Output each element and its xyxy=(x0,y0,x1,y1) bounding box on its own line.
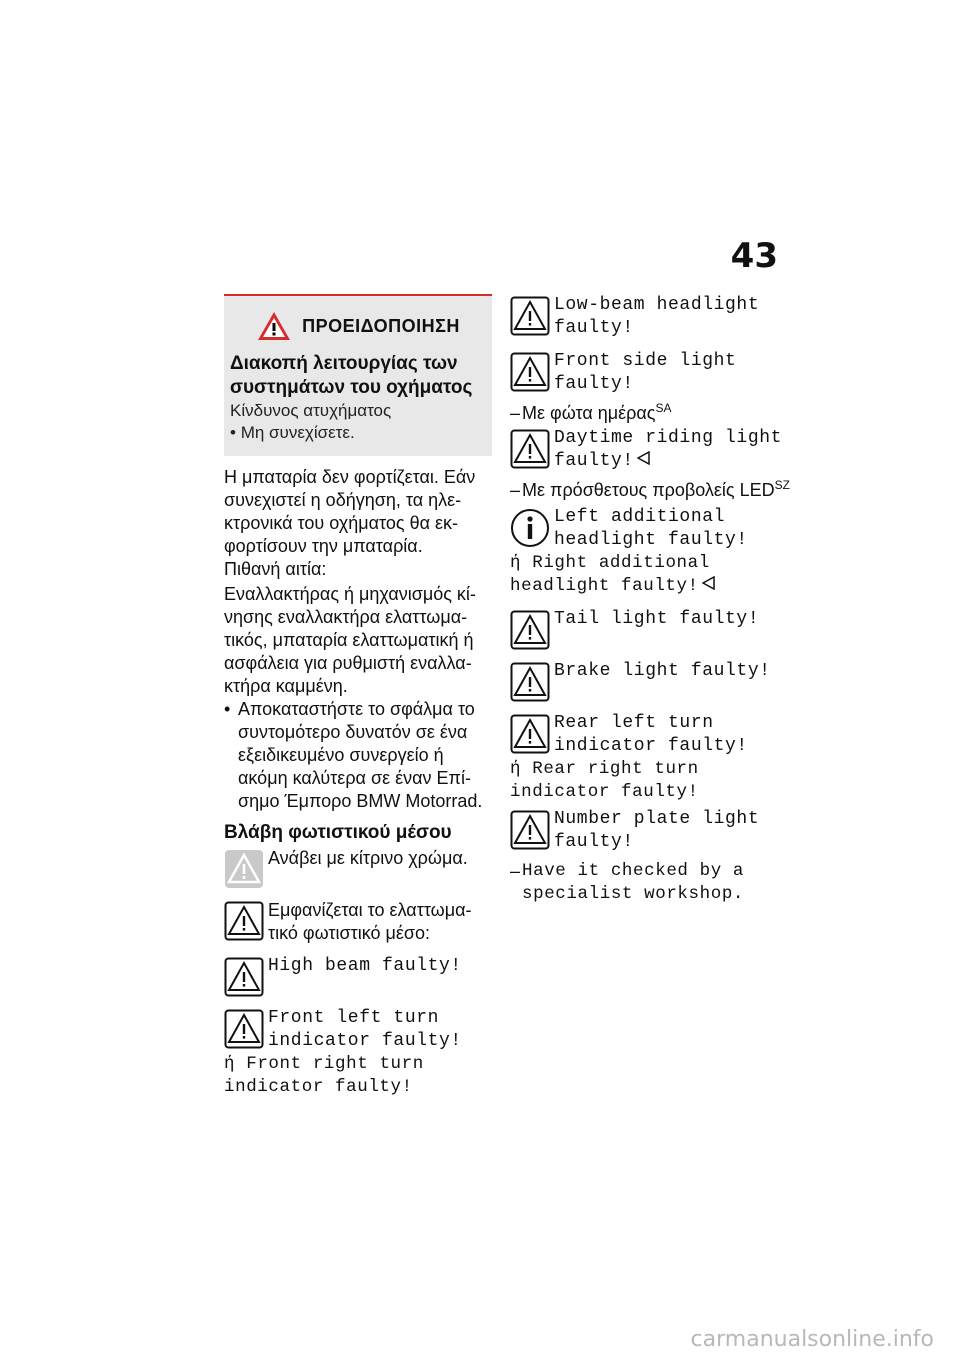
front-side-message: Front side light faulty! xyxy=(554,351,737,394)
right-column xyxy=(510,294,790,906)
rear-left-turn-message: Rear left turn indicator faulty! xyxy=(554,713,748,756)
tail-row xyxy=(510,608,790,650)
warning-action-text: Μη συνεχίσετε. xyxy=(240,423,355,442)
led-label-text: Με πρόσθετους προβολείς LED xyxy=(522,480,775,500)
or-word: ή xyxy=(510,553,522,573)
cause-label: Πιθανή αιτία: xyxy=(224,559,327,579)
action-text: Αποκαταστήστε το σφάλμα το συντομότερο δυνατόν σε ένα εξειδικευμένο συνεργείο ή ακόμη καλύτερα σε έναν Επίσημο Έμπορο BMW Motorrad. xyxy=(238,699,483,811)
or-word: ή xyxy=(510,759,522,779)
bullet-mark: • xyxy=(230,423,236,442)
warning-triangle-icon xyxy=(256,310,292,342)
check-text: Have it checked by a specialist workshop. xyxy=(522,861,745,904)
right-additional-line xyxy=(510,552,790,598)
warning-icon xyxy=(224,901,264,941)
warning-icon xyxy=(510,662,550,702)
daytime-row xyxy=(510,427,790,473)
warning-icon xyxy=(510,352,550,392)
intro-paragraph: Η μπαταρία δεν φορτίζεται. Εάν συνεχιστεί η οδήγηση, τα ηλεκτρονικά του οχήματος θα εκφορτίσουν την μπαταρία. xyxy=(224,467,476,556)
info-icon xyxy=(510,508,550,548)
low-beam-message: Low-beam headlight faulty! xyxy=(554,295,760,338)
tail-message: Tail light faulty! xyxy=(554,609,760,629)
front-right-turn-line xyxy=(224,1053,492,1099)
sa-superscript: SA xyxy=(655,401,672,415)
warning-icon xyxy=(510,810,550,850)
daytime-message-wrap xyxy=(554,427,790,473)
front-left-turn-row xyxy=(224,1007,492,1053)
daytime-label-text: Με φώτα ημέρας xyxy=(522,403,656,423)
appears-row xyxy=(224,899,492,945)
daytime-label xyxy=(522,402,672,425)
section-title: Βλάβη φωτιστικού μέσου xyxy=(224,822,452,843)
rear-left-turn-row xyxy=(510,712,790,758)
right-additional-message: Right additional headlight faulty! xyxy=(510,553,710,596)
rear-right-turn-message: Rear right turn indicator faulty! xyxy=(510,759,699,802)
dash-mark: – xyxy=(510,480,521,500)
brake-message: Brake light faulty! xyxy=(554,661,771,681)
warning-icon xyxy=(510,714,550,754)
high-beam-message: High beam faulty! xyxy=(268,956,462,976)
low-beam-row xyxy=(510,294,790,340)
high-beam-row xyxy=(224,955,492,997)
daytime-condition xyxy=(510,402,790,425)
end-triangle-icon xyxy=(702,576,715,590)
front-side-row xyxy=(510,350,790,396)
brake-row xyxy=(510,660,790,702)
warning-box xyxy=(224,294,492,456)
check-instruction xyxy=(510,860,790,906)
bullet-mark: • xyxy=(224,699,231,719)
sz-superscript: SZ xyxy=(774,478,790,492)
left-column xyxy=(224,294,492,1099)
or-word: ή xyxy=(224,1054,236,1074)
warning-icon xyxy=(510,296,550,336)
yellow-indicator-row xyxy=(224,847,492,889)
warning-heading: ΠΡΟΕΙΔΟΠΟΙΗΣΗ xyxy=(302,315,460,336)
appears-text: Εμφανίζεται το ελαττωματικό φωτιστικό μέσο: xyxy=(268,900,472,943)
warning-action xyxy=(230,422,486,444)
front-left-turn-message: Front left turn indicator faulty! xyxy=(268,1008,462,1051)
left-additional-row xyxy=(510,506,790,552)
dash-mark: – xyxy=(510,403,521,423)
cause-text: Εναλλακτήρας ή μηχανισμός κίνησης εναλλακτήρα ελαττωματικός, μπαταρία ελαττωματική ή ασφάλεια για ρυθμιστή εναλλακτήρα καμμένη. xyxy=(224,584,476,696)
left-additional-message: Left additional headlight faulty! xyxy=(554,507,748,550)
page-number: 43 xyxy=(730,236,778,276)
warning-subtitle: Κίνδυνος ατυχήματος xyxy=(230,401,392,420)
end-triangle-icon xyxy=(637,451,650,465)
general-warning-icon xyxy=(224,849,264,889)
warning-icon xyxy=(224,957,264,997)
warning-header xyxy=(230,310,486,342)
warning-icon xyxy=(510,610,550,650)
lights-on-text: Ανάβει με κίτρινο χρώμα. xyxy=(268,848,468,868)
led-label xyxy=(522,479,790,502)
dash-mark: – xyxy=(510,861,521,881)
warning-icon xyxy=(510,429,550,469)
led-condition xyxy=(510,479,790,502)
warning-title: Διακοπή λειτουργίας των συστημάτων του οχήματος xyxy=(230,353,473,398)
number-plate-row xyxy=(510,808,790,854)
daytime-message: Daytime riding light faulty! xyxy=(554,428,783,471)
number-plate-message: Number plate light faulty! xyxy=(554,809,760,852)
watermark-footer: carmanualsonline.info xyxy=(690,1327,934,1352)
warning-icon xyxy=(224,1009,264,1049)
front-right-turn-message: Front right turn indicator faulty! xyxy=(224,1054,424,1097)
action-bullet xyxy=(224,698,492,813)
rear-right-turn-line xyxy=(510,758,790,804)
